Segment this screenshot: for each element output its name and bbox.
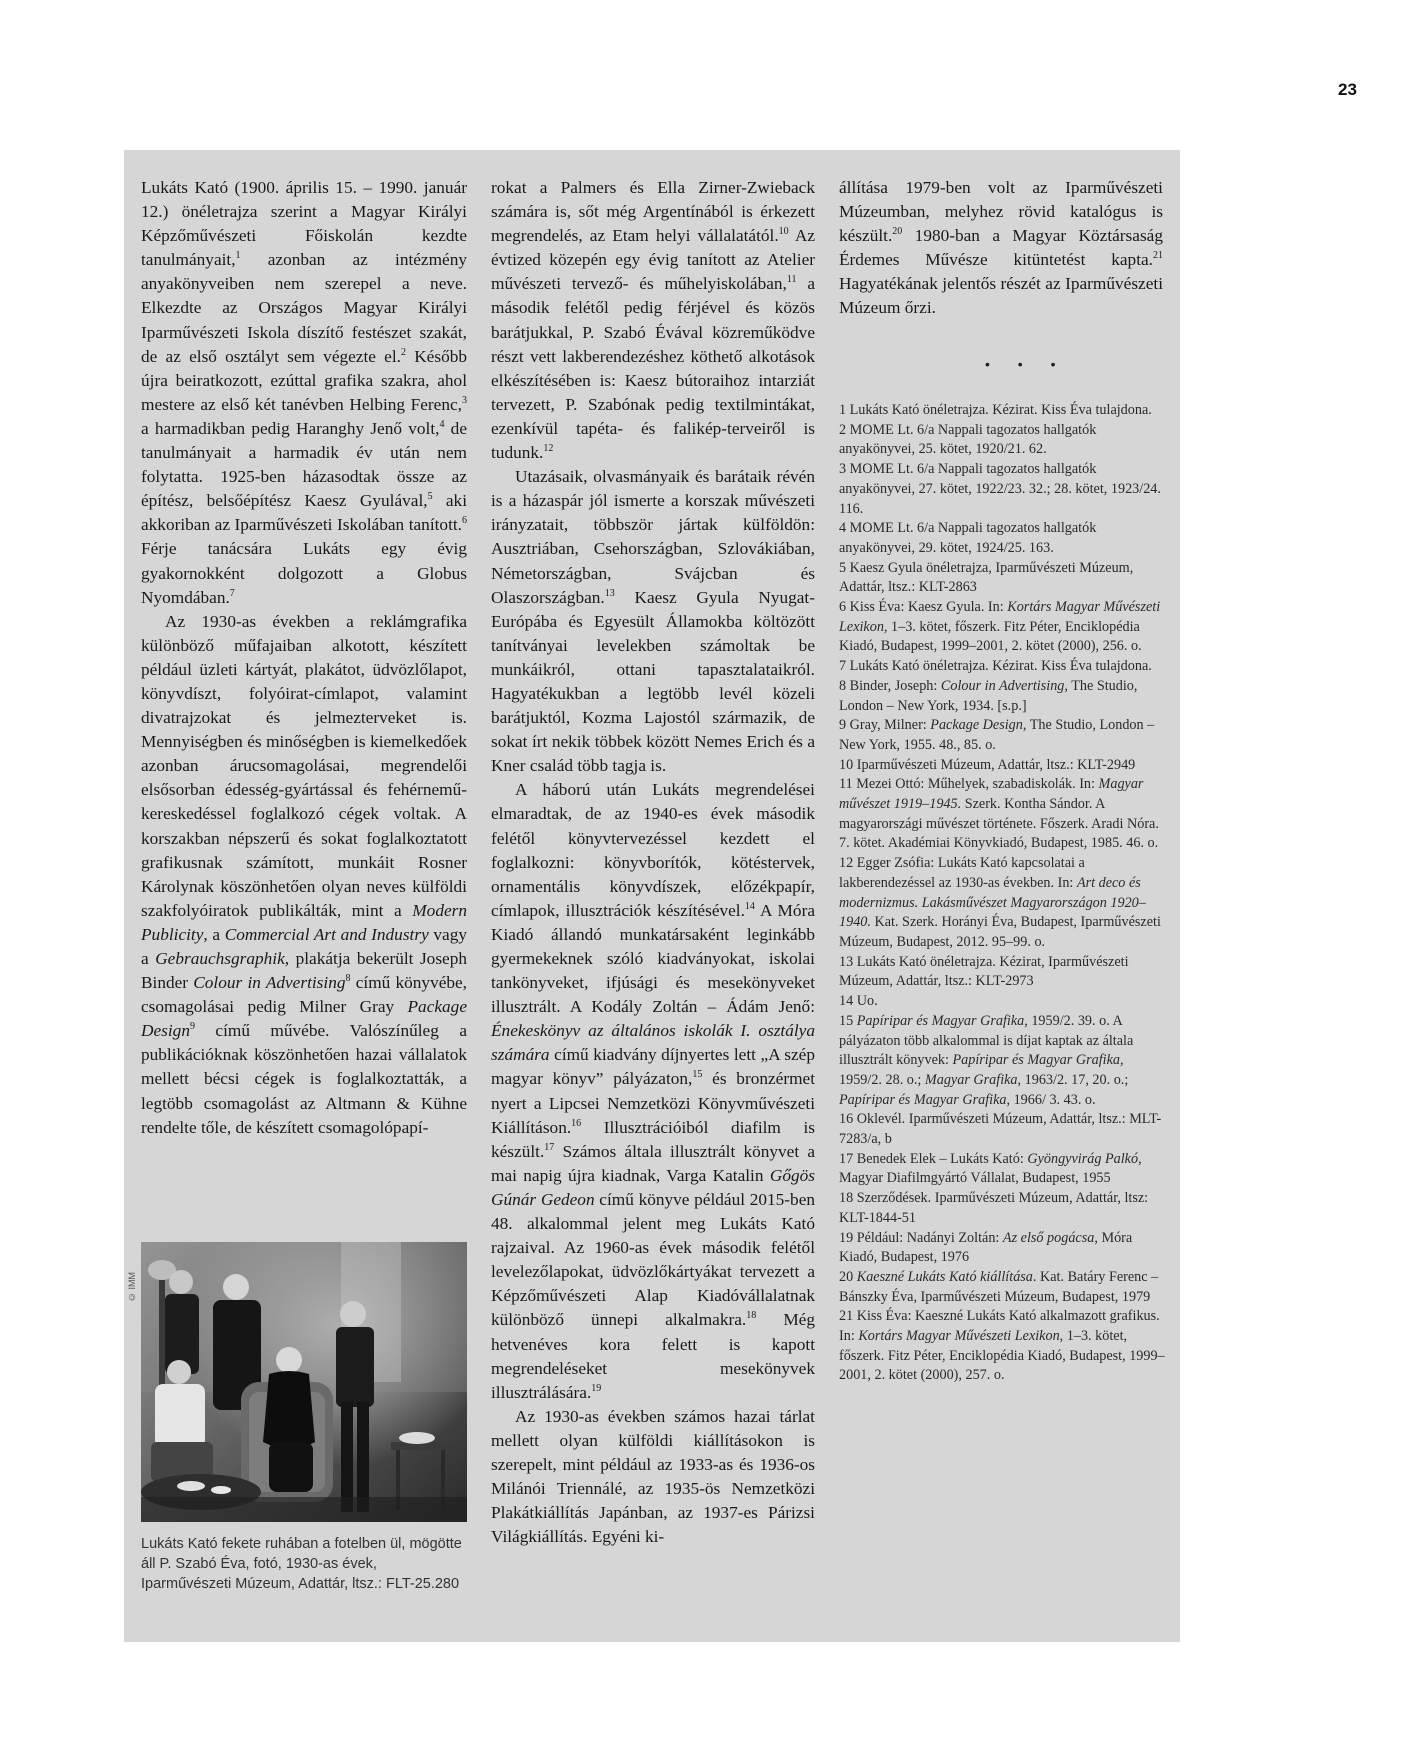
footnote-item: 4 MOME Lt. 6/a Nappali tagozatos hallgatók anyakönyvei, 29. kötet, 1924/25. 163.: [839, 520, 1097, 556]
footnote-item: 3 MOME Lt. 6/a Nappali tagozatos hallgatók anyakönyvei, 27. kötet, 1922/23. 32.; 28. kötet, 1923/24. 116.: [839, 461, 1161, 517]
paragraph: állítása 1979-ben volt az Iparművészeti Múzeumban, melyhez rövid katalógus is készült.$^{20}$ 1980-ban a Magyar Köztársaság Érdemes Művésze kitüntetést kapta.$^{21}$ Hagyatékának jelentős részét az Iparművészeti Múzeum őrzi.: [839, 178, 1163, 318]
footnote-item: 15 Papíripar és Magyar Grafika, 1959/2. 39. o. A pályázaton több alkalommal is díjat kaptak az általa illusztrált könyvek: Papíripar és Magyar Grafika, 1959/2. 28. o.; Magyar Grafika, 1963/2. 17, 20. o.; Papíripar és Magyar Grafika, 1966/ 3. 43. o.: [839, 1012, 1134, 1108]
footnote-item: 2 MOME Lt. 6/a Nappali tagozatos hallgatók anyakönyvei, 25. kötet, 1920/21. 62.: [839, 421, 1097, 458]
page-number: 23: [1338, 80, 1357, 99]
footnote-item: 7 Lukáts Kató önéletrajza. Kézirat. Kiss Éva tulajdona.: [839, 658, 1152, 675]
footnote-item: 8 Binder, Joseph: Colour in Advertising, The Studio, London – New York, 1934. [s.p.]: [839, 677, 1138, 714]
footnote-item: 6 Kiss Éva: Kaesz Gyula. In: Kortárs Magyar Művészeti Lexikon, 1–3. kötet, főszerk. Fitz Péter, Enciklopédia Kiadó, Budapest, 1999–2001, 2. kötet (2000), 256. o.: [839, 599, 1161, 655]
historical-photo: [141, 1242, 467, 1522]
body-column-2: [491, 176, 815, 1549]
photo-caption: Lukáts Kató fekete ruhában a fotelben ül, mögötte áll P. Szabó Éva, fotó, 1930-as évek, Iparművészeti Múzeum, Adattár, ltsz.: FLT-25.280: [141, 1536, 462, 1592]
footnote-item: 20 Kaeszné Lukáts Kató kiállítása. Kat. Batáry Ferenc – Bánszky Éva, Iparművészeti Múzeum, Budapest, 1979: [839, 1268, 1159, 1305]
footnote-item: 11 Mezei Ottó: Műhelyek, szabadiskolák. In: Magyar művészet 1919–1945. Szerk. Kontha Sándor. A magyarországi művészet története. Főszerk. Aradi Nóra. 7. kötet. Akadémiai Könyvkiadó, Budapest, 1985. 46. o.: [839, 776, 1159, 852]
section-separator: • • •: [985, 356, 1068, 372]
footnote-item: 14 Uo.: [839, 993, 878, 1010]
footnote-item: 10 Iparművészeti Múzeum, Adattár, ltsz.: KLT-2949: [839, 756, 1136, 773]
footnote-item: 21 Kiss Éva: Kaeszné Lukáts Kató alkalmazott grafikus. In: Kortárs Magyar Művészeti Lexikon, 1–3. kötet, főszerk. Fitz Péter, Enciklopédia Kiadó, Budapest, 1999–2001, 2. kötet (2000), 257. o.: [839, 1308, 1165, 1384]
footnote-item: 16 Oklevél. Iparművészeti Múzeum, Adattár, ltsz.: MLT-7283/a, b: [839, 1111, 1162, 1148]
body-column-1: [141, 176, 467, 1140]
photo-credit: © IMM: [127, 1272, 137, 1302]
footnote-item: 9 Gray, Milner: Package Design, The Studio, London – New York, 1955. 48., 85. o.: [839, 717, 1155, 753]
body-column-3: [839, 176, 1163, 321]
footnotes: [839, 401, 1165, 1386]
paragraph: Utazásaik, olvasmányaik és barátaik révén is a házaspár jól ismerte a korszak művészeti irányzatait, többször jártak külföldön: Ausztriában, Csehországban, Szlovákiában, Németországban, Svájcban és Olaszországban.$^{13}$ Kaesz Gyula Nyugat-Európába és Egyesült Államokba költözött tanítványai levelekben számoltak be munkáikról, ottani tapasztalataikról. Hagyatékukban a legtöbb levél közeli barátjuktól, Kozma Lajostól származik, de sokat írt nekik többek között Nemes Erich és a Kner család több tagja is.: [491, 467, 815, 776]
footnote-item: 1 Lukáts Kató önéletrajza. Kézirat. Kiss Éva tulajdona.: [839, 402, 1152, 418]
footnote-item: 5 Kaesz Gyula önéletrajza, Iparművészeti Múzeum, Adattár, ltsz.: KLT-2863: [839, 559, 1134, 596]
footnote-item: 17 Benedek Elek – Lukáts Kató: Gyöngyvirág Palkó, Magyar Diafilmgyártó Vállalat, Budapest, 1955: [839, 1150, 1142, 1187]
paragraph: rokat a Palmers és Ella Zirner-Zwieback számára is, sőt még Argentínából is érkezett megrendelés, az Etam helyi vállalatától.$^{10}$ Az évtized közepén egy évig tanított az Atelier művészeti tervező- és műhelyiskolában,$^{11}$ a második felétől pedig férjével és közös barátjukkal, P. Szabó Évával közreműködve részt vett lakberendezéshez köthető alkotások elkészítésében is: Kaesz bútoraihoz intarziát tervezett, P. Szabónak pedig textilmintákat, ezenkívül tapéta- és falikép-terveiről is tudunk.$^{12}$: [491, 178, 815, 463]
footnote-item: 19 Például: Nadányi Zoltán: Az első pogácsa, Móra Kiadó, Budapest, 1976: [839, 1229, 1133, 1266]
footnote-item: 13 Lukáts Kató önéletrajza. Kézirat, Iparművészeti Múzeum, Adattár, ltsz.: KLT-2973: [839, 953, 1129, 990]
paragraph: Lukáts Kató (1900. április 15. – 1990. január 12.) önéletrajza szerint a Magyar Királyi Képzőművészeti Főiskolán kezdte tanulmányait,$^1$ azonban az intézmény anyakönyveiben nem szerepel a neve. Elkezdte az Országos Magyar Királyi Iparművészeti Iskola díszítő festészet szakát, de az első osztályt sem végezte el.$^2$ Később újra beiratkozott, ezúttal grafika szakra, ahol mestere az első két tanévben Helbing Ferenc,$^3$ a harmadikban pedig Haranghy Jenő volt,$^4$ de tanulmányait a harmadik év után nem folytatta. 1925-ben házasodtak össze az építész, belsőépítész Kaesz Gyulával,$^5$ aki akkoriban az Iparművészeti Iskolában tanított.$^6$ Férje tanácsára Lukáts egy évig gyakornokként dolgozott a Globus Nyomdában.$^7$: [141, 178, 467, 607]
footnote-item: 12 Egger Zsófia: Lukáts Kató kapcsolatai a lakberendezéssel az 1930-as években. In: Art deco és modernizmus. Lakásművészet Magyarországon 1920–1940. Kat. Szerk. Horányi Éva, Budapest, Iparművészeti Múzeum, Budapest, 2012. 95–99. o.: [839, 855, 1161, 950]
paragraph: Az 1930-as években számos hazai tárlat mellett olyan külföldi kiállításokon is szerepelt, mint például az 1933-as és 1936-os Milánói Triennálé, az 1935-ös Nemzetközi Plakátkiállítás Japánban, az 1937-es Párizsi Világkiállítás. Egyéni ki-: [491, 1406, 815, 1547]
paragraph: A háború után Lukáts megrendelései elmaradtak, de az 1940-es évek második felétől könyvtervezéssel kezdett el foglalkozni: könyvborítók, kötéstervek, ornamentális könyvdíszek, előzékpapír, címlapok, illusztrációk készítésével.$^{14}$ A Móra Kiadó állandó munkatársaként leginkább gyermekeknek szóló kiadványokat, iskolai tankönyveket, ifjúsági és mesekönyveket illusztrált. A Kodály Zoltán – Ádám Jenő: Énekeskönyv az általános iskolák I. osztálya számára című kiadvány díjnyertes lett „A szép magyar könyv” pályázaton,$^{15}$ és bronzérmet nyert a Lipcsei Nemzetközi Könyvművészeti Kiállításon.$^{16}$ Illusztrációiból diafilm is készült.$^{17}$ Számos általa illusztrált könyvet a mai napig újra kiadnak, Varga Katalin Gőgös Gúnár Gedeon című könyve például 2015-ben 48. alkalommal jelent meg Lukáts Kató rajzaival. Az 1960-as évek második felétől levelezőlapokat, üdvözlőkártyákat tervezett a Képzőművészeti Alap Kiadóvállalatnak különböző ünnepi alkalmakra.$^{18}$ Még hetvenéves kora felett is kapott megrendeléseket mesekönyvek illusztrálására.$^{19}$: [491, 780, 815, 1402]
paragraph: Az 1930-as években a reklámgrafika különböző műfajaiban alkotott, készített például üzleti kártyát, plakátot, üdvözlőlapot, könyvdíszt, folyóirat-címlapot, valamint divatrajzokat és jelmezterveket is. Mennyiségben és minőségben is kiemelkedőek azonban árucsomagolásai, megrendelői elsősorban édesség-gyártással és fehérnemű-kereskedéssel foglalkozó cégek voltak. A korszakban népszerű és sokat foglalkoztatott grafikusnak számított, munkáit Rosner Károlynak köszönhetően olyan neves külföldi szakfolyóiratok publikálták, mint a Modern Publicity, a Commercial Art and Industry vagy a Gebrauchsgraphik, plakátja bekerült Joseph Binder Colour in Advertising$^8$ című könyvébe, csomagolásai pedig Milner Gray Package Design$^9$ című művébe. Valószínűleg a publikációknak köszönhetően hazai vállalatok mellett bécsi cégek is foglalkoztatták, a legtöbb csomagolást az Altmann & Kühne rendelte tőle, de készített csomagolópapí-: [141, 611, 468, 1137]
footnote-item: 18 Szerződések. Iparművészeti Múzeum, Adattár, ltsz: KLT-1844-51: [839, 1190, 1149, 1226]
